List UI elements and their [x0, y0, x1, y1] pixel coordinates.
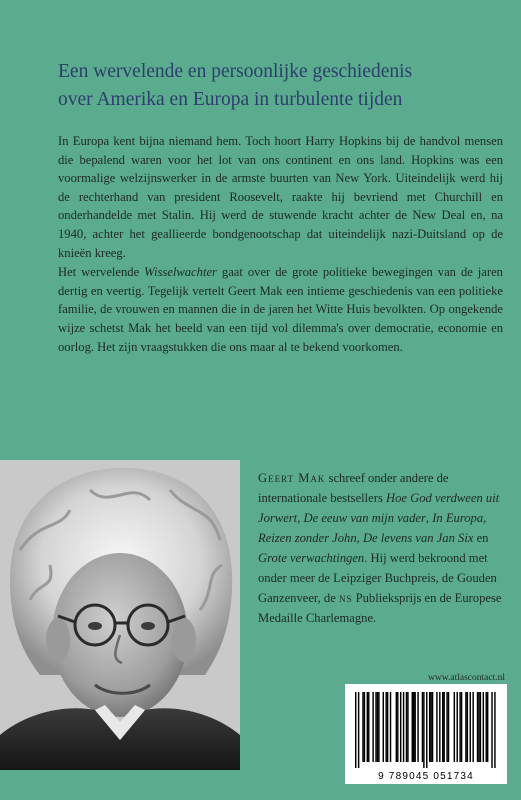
barcode-bar [467, 692, 468, 762]
author-bio [258, 468, 506, 628]
barcode-bar [358, 692, 359, 768]
barcode-bar [422, 692, 423, 762]
barcode-bar [400, 692, 401, 762]
barcode-bar [390, 692, 391, 762]
barcode-bar [378, 692, 379, 762]
barcode-bar [412, 692, 413, 762]
publisher-url: www.atlascontact.nl [428, 673, 505, 683]
barcode-bar [413, 692, 414, 762]
bio-ns: ns [338, 591, 353, 605]
barcode-bar [362, 692, 363, 762]
barcode-bar [439, 692, 440, 762]
barcode-bars [345, 684, 507, 770]
author-photo [0, 460, 240, 770]
barcode-bar [461, 692, 462, 762]
headline-line-2: over Amerika en Europa in turbulente tijden [58, 89, 403, 110]
barcode-bar [426, 692, 427, 768]
barcode-bar [387, 692, 388, 762]
barcode-bar [414, 692, 415, 762]
barcode-bar [477, 692, 478, 762]
bio-book-1: Hoe God verdween uit Jorwert [258, 491, 500, 525]
barcode-bar [355, 692, 356, 768]
barcode-bar [406, 692, 407, 762]
barcode-bar [443, 692, 444, 762]
barcode-bar [457, 692, 458, 762]
bio-text-2: . Hij werd bekroond met onder meer de Leipziger Buchpreis, de Gouden Ganzenveer, de [258, 551, 497, 605]
blurb-p2-post: gaat over de grote politieke bewegingen van de jaren dertig en veertig. Tegelijk vertelt Geert Mak een intieme geschiedenis van een politieke familie, de vrouwen en mannen die in de jaren het Witte Huis bevolkten. Op ongekende wijze schetst Mak het beeld van een tijd vol dilemma's over democratie, economie en oorlog. Het zijn vraagstukken die ons maar al te bekend voorkomen. [58, 265, 503, 354]
book-title: Wisselwachter [144, 265, 217, 280]
barcode-bar [364, 692, 365, 762]
barcode-bar [403, 692, 404, 762]
barcode-bar [372, 692, 373, 762]
blurb-paragraph-1: In Europa kent bijna niemand hem. Toch hoort Harry Hopkins bij de handvol mensen die bepalend waren voor het lot van ons continent en ons land. Hopkins was een voormalige welzijnswerker in de armste buurten van New York. Uiteindelijk werd hij de rechterhand van president Roosevelt, raakte hij bevriend met Churchill en onderhandelde met Stalin. Hij werd de stuwende kracht achter de New Deal en, na 1940, achter het geallieerde bondgenootschap dat uiteindelijk nazi-Duitsland op de knieën kreeg. [58, 134, 503, 260]
barcode-bar [448, 692, 449, 762]
barcode-bar [429, 692, 430, 762]
barcode-bar [442, 692, 443, 762]
barcode-bar [446, 692, 447, 762]
barcode-bar [396, 692, 397, 762]
bio-book-3: In Europa [432, 511, 484, 525]
barcode-bar [459, 692, 460, 762]
bio-text-1: schreef onder andere de internationale bestsellers [258, 471, 449, 505]
barcode-bar [432, 692, 433, 762]
barcode-bar [436, 692, 437, 762]
blurb-p2-pre: Het wervelende [58, 265, 145, 280]
barcode-bar [430, 692, 431, 762]
barcode-bar [407, 692, 408, 762]
barcode-bar [491, 692, 492, 768]
barcode-bar [494, 692, 495, 768]
barcode-bar [486, 692, 487, 762]
barcode-bar [383, 692, 384, 762]
bio-text-3: Publieksprijs en de Europese Medaille Charlemagne. [258, 591, 502, 625]
headline-line-1: Een wervelende en persoonlijke geschiedenis [58, 61, 413, 82]
barcode-bar [470, 692, 471, 762]
bio-sep-2: , [425, 511, 433, 525]
barcode-bar [385, 692, 386, 762]
barcode-bar [423, 692, 424, 768]
blurb-paragraph-2 [58, 263, 503, 356]
isbn-number: 9 789045 051734 [378, 771, 474, 782]
barcode-bar [472, 692, 473, 762]
bio-sep-4: , [356, 531, 363, 545]
barcode-bar [487, 692, 488, 762]
barcode-bar [454, 692, 455, 762]
barcode-bar [375, 692, 376, 762]
isbn-barcode [345, 684, 507, 784]
bio-sep-3: , [483, 511, 487, 525]
barcode-bar [417, 692, 418, 762]
barcode-bar [367, 692, 368, 762]
bio-sep-5: en [473, 531, 489, 545]
blurb [58, 132, 503, 356]
barcode-bar [377, 692, 378, 762]
bio-sep-1: , [297, 511, 304, 525]
bio-book-4: Reizen zonder John [258, 531, 357, 545]
barcode-bar [480, 692, 481, 762]
author-name: Geert Mak [258, 471, 326, 485]
barcode-bar [368, 692, 369, 762]
headline [58, 58, 503, 114]
barcode-bar [465, 692, 466, 762]
barcode-bar [397, 692, 398, 762]
barcode-bar [478, 692, 479, 762]
barcode-bar [483, 692, 484, 762]
bio-book-2: De eeuw van mijn vader [303, 511, 426, 525]
bio-book-6: Grote verwachtingen [258, 551, 365, 565]
bio-book-5: De levens van Jan Six [362, 531, 474, 545]
